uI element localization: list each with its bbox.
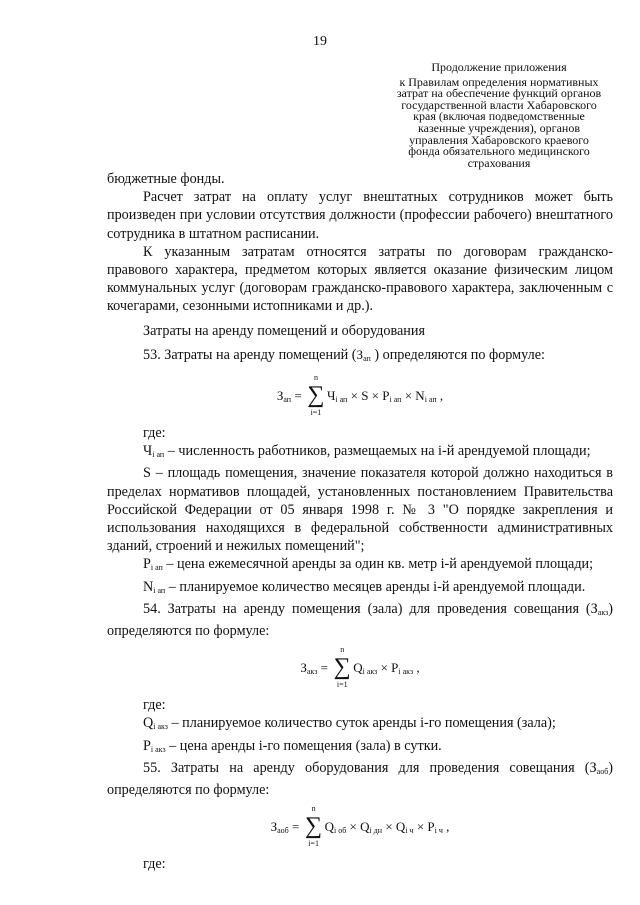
where-label: где:	[143, 856, 166, 873]
appendix-line: фонда обязательного медицинского	[408, 144, 590, 159]
formula-54: $З_{акз}$ = n ∑ i=1 $Q_{i акз} \times P_{i акз}$ ,	[300, 645, 420, 690]
section-heading: Затраты на аренду помещений и оборудования	[143, 322, 426, 339]
paragraph-53: 53. Затраты на аренду помещений ($З_{ап}$ ) определяются по формуле:	[143, 346, 545, 363]
sum-symbol: n ∑ i=1	[305, 804, 323, 849]
definition: S – площадь помещения, значение показателя которой должно находиться в пределах нормативов площадей, установленных постановлением Правительства Российской Федерации от 05 января 1998 г. № 3 "О порядке закрепления и использования находящихся в федеральной собственности административных зданий, строений и нежилых помещений";	[107, 465, 613, 555]
appendix-line: казенные учреждения), органов	[417, 120, 581, 135]
paragraph-55: 55. Затраты на аренду оборудования для проведения совещания $(З_{аоб})$ определяются по формуле:	[107, 759, 613, 799]
paragraph: К указанным затратам относятся затраты по договорам гражданско-правового характера, предметом которых является оказание физическим лицом коммунальных услуг (договорам гражданско-правового характера, заключенным с кочегарами, сезонными истопниками и др.).	[107, 243, 613, 315]
definition: $P_{i акз}$ – цена аренды i-го помещения (зала) в сутки.	[143, 737, 442, 754]
appendix-line: к Правилам определения нормативных	[399, 74, 599, 89]
definition: $Ч_{i ап}$ – численность работников, размещаемых на i-й арендуемой площади;	[143, 443, 591, 460]
definition: $P_{i ап}$ – цена ежемесячной аренды за один кв. метр i-й арендуемой площади;	[143, 556, 594, 573]
where-label: где:	[143, 425, 166, 442]
where-label: где:	[143, 697, 166, 714]
appendix-line: края (включая подведомственные	[413, 109, 585, 124]
appendix-note	[385, 62, 613, 169]
formula-55: $З_{аоб}$ = n ∑ i=1 $Q_{i об} \times Q_{i дн} \times Q_{i ч} \times P_{i ч}$ ,	[270, 804, 450, 849]
appendix-line: затрат на обеспечение функций органов	[396, 86, 602, 101]
document-body	[107, 170, 613, 873]
page-number: 19	[313, 34, 327, 49]
appendix-title: Продолжение приложения	[431, 60, 567, 74]
appendix-line: страхования	[467, 155, 531, 170]
appendix-line: управления Хабаровского краевого	[409, 132, 589, 147]
paragraph: Расчет затрат на оплату услуг внештатных сотрудников может быть произведен при условии отсутствия должности (профессии рабочего) внештатного сотрудника в штатном расписании.	[107, 189, 613, 242]
sum-symbol: n ∑ i=1	[333, 645, 351, 690]
paragraph-54: 54. Затраты на аренду помещения (зала) для проведения совещания $(З_{акз})$ определяются по формуле:	[107, 600, 613, 640]
definition: $N_{i ап}$ – планируемое количество месяцев аренды i-й арендуемой площади.	[143, 578, 586, 595]
paragraph: бюджетные фонды.	[107, 171, 225, 187]
definition: $Q_{i акз}$ – планируемое количество суток аренды i-го помещения (зала);	[143, 715, 556, 732]
appendix-line: государственной власти Хабаровского	[401, 97, 597, 112]
sum-symbol: n ∑ i=1	[307, 373, 325, 418]
formula-53: $З_{ап}$ = n ∑ i=1 $Ч_{i ап} \times S \times P_{i ап} \times N_{i ап}$ ,	[276, 373, 444, 418]
